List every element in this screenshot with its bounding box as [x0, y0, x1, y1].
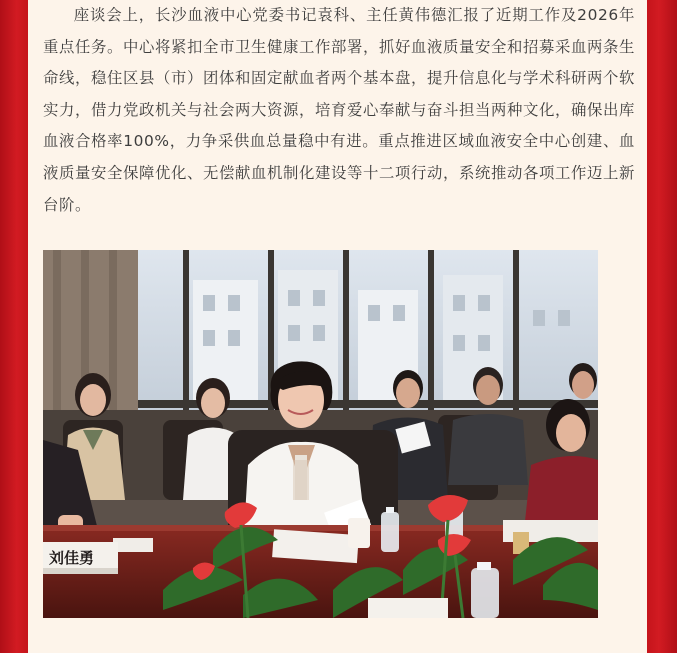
right-red-border: [647, 0, 677, 653]
article-paragraph: 座谈会上，长沙血液中心党委书记袁科、主任黄伟德汇报了近期工作及2026年重点任务。中心将紧扣全市卫生健康工作部署，抓好血液质量安全和招募采血两条生命线，稳住区县（市）团体和固定献血者两个基本盘，提升信息化与学术科研两个软实力，借力党政机关与社会两大资源，培育爱心奉献与奋斗担当两种文化，确保出库血液合格率100%，力争采供血总量稳中有进。重点推进区域血液安全中心创建、血液质量安全保障优化、无偿献血机制化建设等十二项行动，系统推动各项工作迈上新台阶。: [43, 6, 635, 214]
left-red-border: [0, 0, 28, 653]
nameplate-name: 刘佳勇: [49, 549, 95, 567]
meeting-photo: [43, 250, 598, 618]
